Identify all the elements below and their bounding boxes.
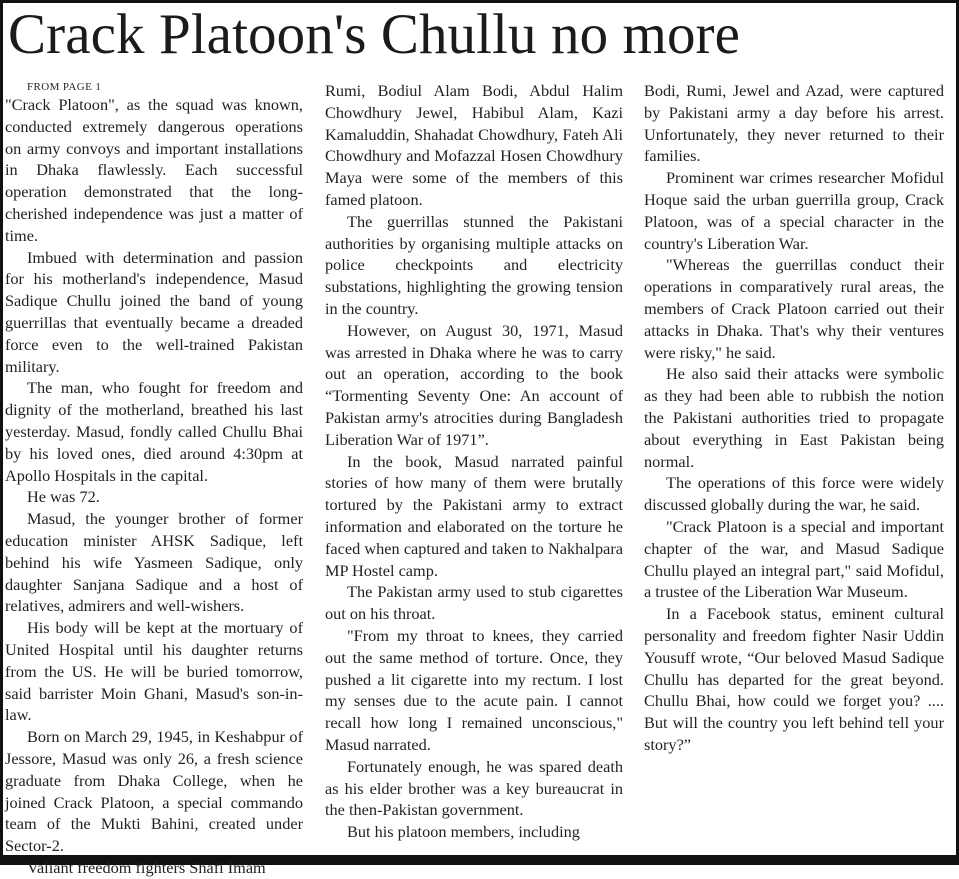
paragraph: His body will be kept at the mortuary of United Hospital until his daughter returns from the US. He will be buried tomorrow, said barrister Moin Ghani, Masud's son-in-law. [5,618,303,725]
paragraph: Masud, the younger brother of former education minister AHSK Sadique, left behind his wife Yasmeen Sadique, only daughter Sanjana Sadique and a host of relatives, admirers and well-wishers. [5,509,303,616]
from-page-label: FROM PAGE 1 [27,81,102,93]
paragraph: Fortunately enough, he was spared death as his elder brother was a key bureaucrat in the then-Pakistan government. [325,756,623,820]
paragraph: Valiant freedom fighters Shafi Imam [27,857,266,877]
paragraph: However, on August 30, 1971, Masud was arrested in Dhaka where he was to carry out an operation, according to the book “Tormenting Seventy One: An account of Pakistan army's atrocities during Bangladesh Liberation War of 1971”. [325,320,623,449]
headline: Crack Platoon's Chullu no more [8,3,741,66]
paragraph: The Pakistan army used to stub cigarettes out on his throat. [325,582,623,624]
paragraph: Rumi, Bodiul Alam Bodi, Abdul Halim Chowdhury Jewel, Habibul Alam, Kazi Kamaluddin, Shahadat Chowdhury, Fateh Ali Chowdhury and Mofazzal Hosen Chowdhury Maya were some of the members of this famed platoon. [325,81,623,209]
paragraph: "From my throat to knees, they carried out the same method of torture. Once, they pushed a lit cigarette into my rectum. I lost my senses due to the acute pain. I cannot recall how long I remained unconscious," Masud narrated. [325,625,623,754]
paragraph: Bodi, Rumi, Jewel and Azad, were captured by Pakistani army a day before his arrest. Unfortunately, they never returned to their families. [644,81,944,166]
paragraph: Prominent war crimes researcher Mofidul Hoque said the urban guerrilla group, Crack Platoon, was of a special character in the country's Liberation War. [644,168,944,253]
paragraph: "Crack Platoon", as the squad was known, conducted extremely dangerous operations on army convoys and important installations in Dhaka flawlessly. Each successful operation demonstrated that the long-cherished independence was just a matter of time. [5,95,303,245]
paragraph: In a Facebook status, eminent cultural personality and freedom fighter Nasir Uddin Yousuff wrote, “Our beloved Masud Sadique Chullu has departed for the great beyond. Chullu Bhai, how could we forget you? .... But will the country you left behind tell your story?” [644,604,944,754]
paragraph: Imbued with determination and passion for his motherland's independence, Masud Sadique Chullu joined the band of young guerrillas that eventually became a dreaded force even to the well-trained Pakistan military. [5,247,303,376]
paragraph: He was 72. [27,487,100,507]
paragraph: But his platoon members, including [347,822,580,842]
paragraph: The guerrillas stunned the Pakistani authorities by organising multiple attacks on police checkpoints and electricity substations, highlighting the growing tension in the country. [325,211,623,318]
paragraph: Born on March 29, 1945, in Keshabpur of Jessore, Masud was only 26, a fresh science graduate from Dhaka College, when he joined Crack Platoon, a special commando team of the Mukti Bahini, created under Sector-2. [5,727,303,856]
paragraph: He also said their attacks were symbolic as they had been able to rubbish the notion the Pakistani authorities tried to propagate about everything in East Pakistan being normal. [644,364,944,471]
article-column-1 [5,80,303,879]
paragraph: "Whereas the guerrillas conduct their operations in comparatively rural areas, the members of Crack Platoon carried out their attacks in Dhaka. That's why their ventures were risky," he said. [644,255,944,362]
paragraph: The man, who fought for freedom and dignity of the motherland, breathed his last yesterday. Masud, fondly called Chullu Bhai by his loved ones, died around 4:30pm at Apollo Hospitals in the capital. [5,378,303,485]
paragraph: The operations of this force were widely discussed globally during the war, he said. [644,473,944,515]
paragraph: "Crack Platoon is a special and important chapter of the war, and Masud Sadique Chullu played an integral part," said Mofidul, a trustee of the Liberation War Museum. [644,516,944,602]
left-border [0,0,3,865]
paragraph: In the book, Masud narrated painful stories of how many of them were brutally tortured by the Pakistani army to extract information and elaborated on the torture he faced when captured and taken to Nakhalpara MP Hostel camp. [325,451,623,580]
article-column-2 [325,80,623,843]
article-column-3 [644,80,944,756]
